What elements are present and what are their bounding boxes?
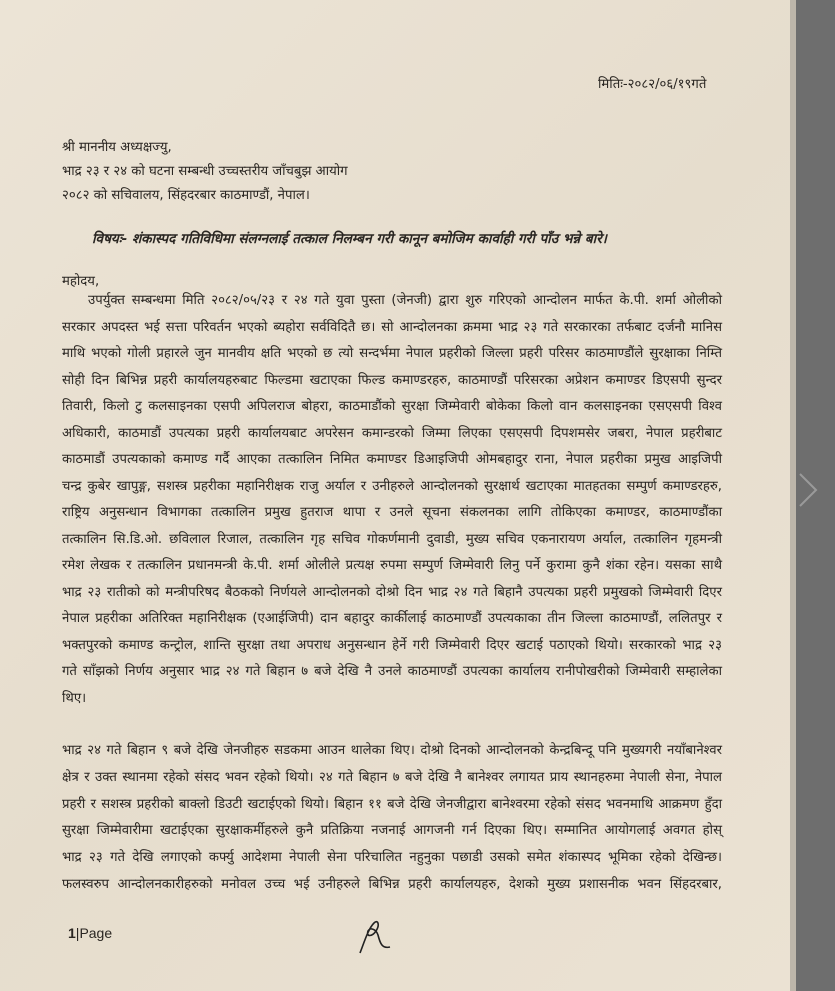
paragraph-line: राष्ट्रिय अनुसन्धान विभागका तत्कालिन प्रमुख हुतराज थापा र उनले सूचना संकलनका लागि तोकिएका कमाण्डर, काठमाण्डौंका — [62, 505, 722, 520]
paragraph-line: चन्द्र कुबेर खापुङ्ग, सशस्त्र प्रहरीका महानिरीक्षक राजु अर्याल र उनीहरुले आन्दोलनको सुरक्षार्थ खटाएका मातहतका सम्पुर्ण कमाण्डरहरु, — [62, 478, 722, 494]
chevron-right-icon[interactable] — [796, 470, 820, 510]
paragraph-line: रमेश लेखक र तत्कालिन प्रधानमन्त्री के.पी. शर्मा ओलीले प्रत्यक्ष रुपमा सम्पुर्ण जिम्मेवारी लिनु पर्ने कुरामा कुनै शंका रहेन। यसका साथै — [62, 558, 722, 573]
page-number: 1 — [68, 925, 76, 941]
salutation: महोदय, — [62, 274, 100, 289]
paragraph-line: गते साँझको निर्णय अनुसार भाद्र २४ गते बिहान ७ बजे देखि नै उनले काठमाण्डौं उपत्यका कार्यालय रानीपोखरीको जिम्मेवारी सम्हालेका — [62, 664, 722, 679]
paragraph-line: उपर्युक्त सम्बन्धमा मिति २०८२/०५/२३ र २४ गते युवा पुस्ता (जेनजी) द्वारा शुरु गरिएको आन्दोलन मार्फत के.पी. शर्मा ओलीको — [88, 293, 722, 308]
page-footer: 1|Page — [68, 925, 113, 941]
recipient-line: भाद्र २३ र २४ को घटना सम्बन्धी उच्चस्तरीय जाँचबुझ आयोग — [62, 164, 348, 179]
paragraph-line: भाद्र २४ गते बिहान ९ बजे देखि जेनजीहरु सडकमा आउन थालेका थिए। दोश्रो दिनको आन्दोलनको केन्द्रबिन्दू पनि मुख्यगरी नयाँबानेश्वर — [62, 743, 722, 758]
paragraph-line: सोही दिन बिभिन्न प्रहरी कार्यालयहरुबाट फिल्डमा खटाएका फिल्ड कमाण्डरहरु, काठमाण्डौं परिसरका अप्रेशन कमाण्डर डिएसपी सुन्दर — [62, 372, 722, 388]
letter-date: मितिः-२०८२/०६/१९गते — [598, 77, 707, 92]
paragraph-line: माथि भएको गोली प्रहारले जुन मानवीय क्षति भएको छ त्यो सन्दर्भमा नेपाल प्रहरीको जिल्ला प्रहरी परिसर काठमाण्डौंले सुरक्षाका निम्ति — [62, 346, 722, 361]
paragraph-line: सरकार अपदस्त भई सत्ता परिवर्तन भएको ब्यहोरा सर्वविदितै छ। सो आन्दोलनका क्रममा भाद्र २३ गते सरकारका तर्फबाट दर्जनौ मानिस — [62, 319, 722, 335]
paragraph-line: काठमाडौं उपत्यकाको कमाण्ड गर्दै आएका तत्कालिन निमित कमाण्डर डिआइजिपी ओमबहादुर राना, नेपाल प्रहरीका प्रमुख आइजिपी — [62, 452, 722, 467]
paragraph-line: भाद्र २३ रातीको को मन्त्रीपरिषद बैठकको निर्णयले आन्दोलनको दोश्रो दिन भाद्र २४ गते बिहानै उपत्यका प्रहरी प्रमुखको जिम्मेवारी दिएर — [62, 584, 722, 600]
paragraph-line: फलस्वरुप आन्दोलनकारीहरुको मनोवल उच्च भई उनीहरुले बिभिन्न प्रहरी कार्यालयहरु, देशको मुख्य प्रशासनीक भवन सिंहदरबार, — [62, 877, 722, 892]
recipient-line: श्री माननीय अध्यक्षज्यु, — [62, 140, 172, 155]
paragraph-line: क्षेत्र र उक्त स्थानमा रहेको संसद भवन रहेको थियो। २४ गते बिहान ७ बजे देखि नै बानेश्वर लगायत प्राय स्थानहरुमा नेपाली सेना, नेपाल — [62, 769, 722, 785]
page-label: Page — [79, 925, 113, 941]
paragraph-line: थिए। — [62, 690, 87, 706]
paragraph-line: तत्कालिन सि.डि.ओ. छविलाल रिजाल, तत्कालिन गृह सचिव गोकर्णमानी दुवाडी, मुख्य सचिव एकनारायण अर्याल, तत्कालिन गृहमन्त्री — [62, 531, 722, 547]
letter-subject: विषयः- शंकास्पद गतिविधिमा संलग्नलाई तत्काल निलम्बन गरी कानून बमोजिम कार्वाही गरी पाँउ भन्ने बारे। — [92, 231, 607, 247]
signature-icon — [350, 915, 400, 960]
paragraph-line: नेपाल प्रहरीका अतिरिक्त महानिरीक्षक (एआईजिपी) दान बहादुर कार्कीलाई काठमाण्डौं उपत्यकाका तीन जिल्ला काठमाण्डौं, ललितपुर र — [62, 611, 722, 626]
paragraph-line: सुरक्षा जिम्मेवारीमा खटाईएका सुरक्षाकर्मीहरुले कुनै प्रतिक्रिया नजनाई आगजनी गर्न दिएका थिए। सम्मानित आयोगलाई अवगत होस् — [62, 823, 722, 839]
paragraph-line: तिवारी, किलो टु कलसाइनका एसपी अपिलराज बोहरा, काठमाडौंको सुरक्षा जिम्मेवारी बोकेका किलो वान कलसाइनका एसएसपी विश्व — [62, 399, 722, 414]
recipient-line: २०८२ को सचिवालय, सिंहदरबार काठमाण्डौं, नेपाल। — [62, 188, 310, 203]
paragraph-line: भाद्र २३ गते देखि लगाएको कर्फ्यु आदेशमा नेपाली सेना परिचालित नहुनुका पछाडी उसको समेत शंकास्पद भूमिका रहेको देखिन्छ। — [62, 850, 722, 866]
paragraph-line: प्रहरी र सशस्त्र प्रहरीको बाक्लो डिउटी खटाईएको थियो। बिहान ११ बजे देखि जेनजीद्वारा बानेश्वरमा रहेको संसद भवनमाथि आक्रमण हुँदा — [62, 796, 722, 812]
paragraph-line: भक्तपुरको कमाण्ड कन्ट्रोल, शान्ति सुरक्षा तथा अपराध अनुसन्धान हेर्ने गरी जिम्मेवारी दिएर खटाई पठाएको थियो। सरकारको भाद्र २३ — [62, 637, 722, 653]
paragraph-line: अधिकारी, काठमाडौं उपत्यका प्रहरी कार्यालयबाट अपरेसन कमान्डरको जिम्मा लिएका एसएसपी दिपशमसेर जबरा, नेपाल प्रहरीबाट — [62, 425, 722, 441]
